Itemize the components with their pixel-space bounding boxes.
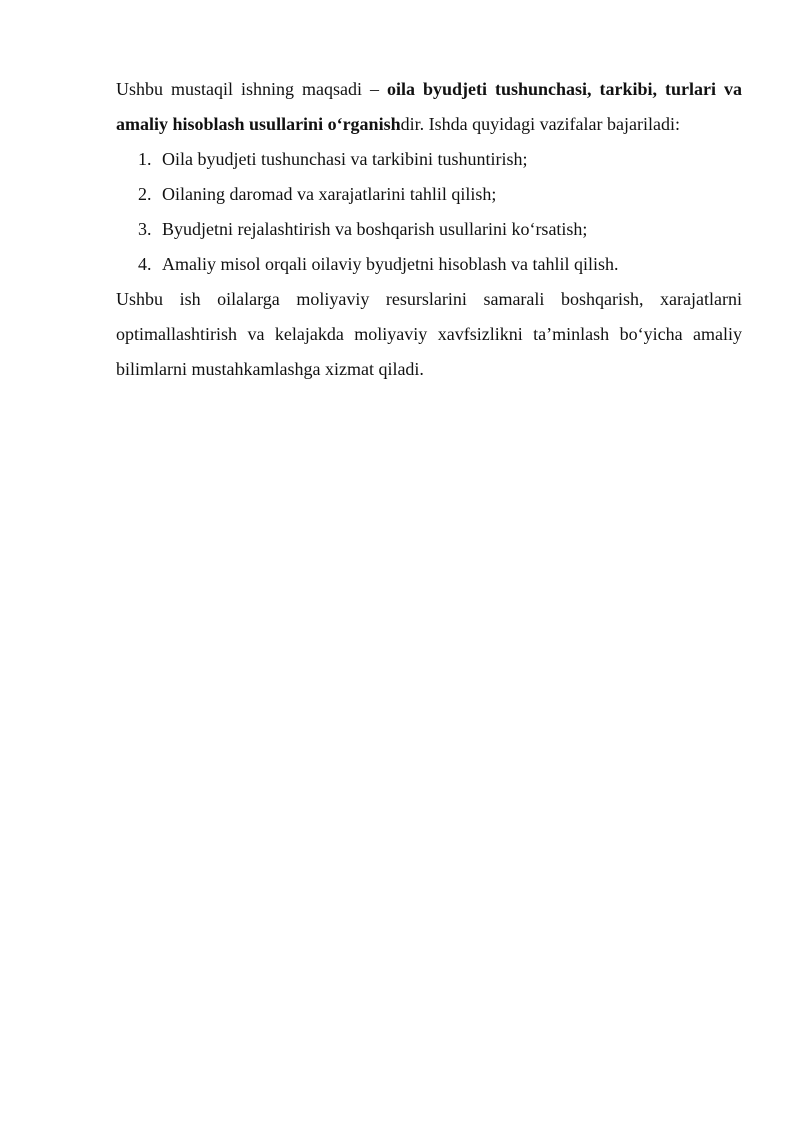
task-text: Oila byudjeti tushunchasi va tarkibini tushuntirish; — [162, 149, 528, 169]
intro-emphasis-text: oila byudjeti tushunchasi, tarkibi, turlari va amaliy hisoblash usullarini o‘rganish — [116, 79, 742, 134]
task-item — [116, 212, 742, 247]
task-number: 4. — [138, 254, 152, 274]
task-text: Byudjetni rejalashtirish va boshqarish usullarini ko‘rsatish; — [162, 219, 588, 239]
intro-tail-text: dir. Ishda quyidagi vazifalar bajariladi: — [400, 114, 680, 134]
task-list — [116, 142, 742, 282]
document-body — [116, 72, 742, 387]
task-number: 2. — [138, 184, 152, 204]
intro-paragraph — [116, 72, 742, 142]
intro-lead-text: Ushbu mustaqil ishning maqsadi – — [116, 79, 387, 99]
task-item — [116, 142, 742, 177]
task-text: Oilaning daromad va xarajatlarini tahlil qilish; — [162, 184, 497, 204]
task-number: 3. — [138, 219, 152, 239]
task-number: 1. — [138, 149, 152, 169]
task-item — [116, 247, 742, 282]
task-text: Amaliy misol orqali oilaviy byudjetni hisoblash va tahlil qilish. — [162, 254, 619, 274]
conclusion-paragraph: Ushbu ish oilalarga moliyaviy resurslarini samarali boshqarish, xarajatlarni optimallashtirish va kelajakda moliyaviy xavfsizlikni ta’minlash bo‘yicha amaliy bilimlarni mustahkamlashga xizmat qiladi. — [116, 289, 742, 379]
task-item — [116, 177, 742, 212]
